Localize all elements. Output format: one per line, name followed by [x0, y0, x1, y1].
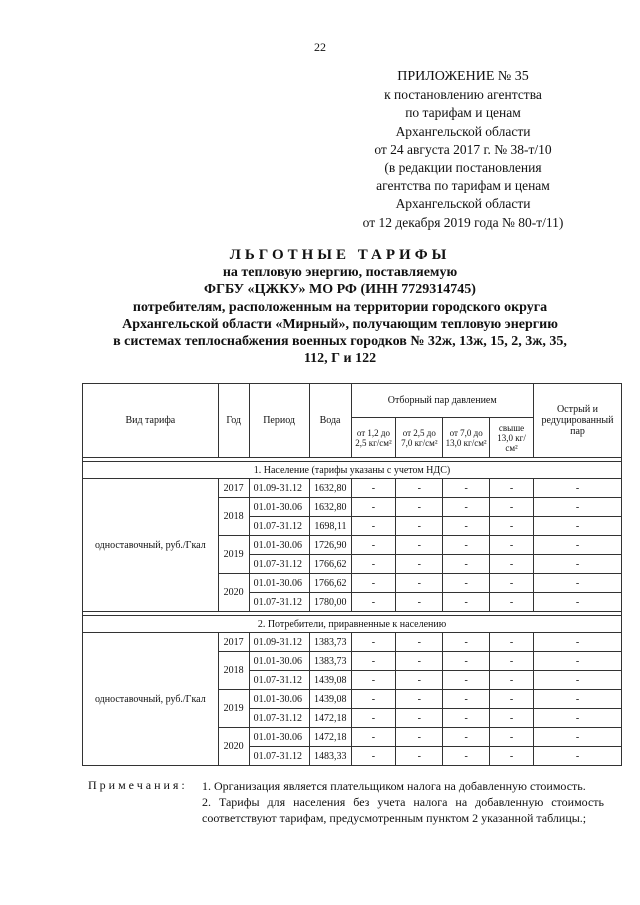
header-water: Вода — [309, 384, 351, 458]
note-item: 2. Тарифы для населения без учета налога на добавленную стоимость соответствуют тарифам, предусмотренным пунктом 2 указанной таблицы.; — [202, 795, 604, 825]
water-value-cell: 1383,73 — [309, 633, 351, 652]
period-cell: 01.01-30.06 — [249, 728, 309, 747]
dash-cell: - — [534, 517, 622, 536]
year-cell: 2017 — [218, 633, 249, 652]
period-cell: 01.01-30.06 — [249, 498, 309, 517]
dash-cell: - — [534, 709, 622, 728]
period-cell: 01.07-31.12 — [249, 671, 309, 690]
water-value-cell: 1472,18 — [309, 728, 351, 747]
dash-cell: - — [443, 593, 490, 612]
dash-cell: - — [396, 690, 443, 709]
dash-cell: - — [534, 479, 622, 498]
dash-cell: - — [351, 709, 396, 728]
period-cell: 01.01-30.06 — [249, 652, 309, 671]
dash-cell: - — [490, 652, 534, 671]
header-pressure-3: от 7,0 до 13,0 кг/см² — [443, 418, 490, 458]
water-value-cell: 1439,08 — [309, 671, 351, 690]
dash-cell: - — [443, 574, 490, 593]
appendix-line: Архангельской области — [395, 196, 531, 212]
period-cell: 01.01-30.06 — [249, 690, 309, 709]
water-value-cell: 1472,18 — [309, 709, 351, 728]
period-cell: 01.07-31.12 — [249, 593, 309, 612]
water-value-cell: 1726,90 — [309, 536, 351, 555]
dash-cell: - — [351, 555, 396, 574]
period-cell: 01.07-31.12 — [249, 747, 309, 766]
dash-cell: - — [534, 536, 622, 555]
dash-cell: - — [443, 536, 490, 555]
section-row — [83, 616, 622, 633]
dash-cell: - — [396, 536, 443, 555]
dash-cell: - — [396, 728, 443, 747]
header-period: Период — [249, 384, 309, 458]
dash-cell: - — [351, 498, 396, 517]
document-heading — [60, 246, 620, 368]
dash-cell: - — [351, 747, 396, 766]
dash-cell: - — [534, 652, 622, 671]
dash-cell: - — [396, 555, 443, 574]
dash-cell: - — [490, 498, 534, 517]
dash-cell: - — [396, 747, 443, 766]
period-cell: 01.01-30.06 — [249, 574, 309, 593]
dash-cell: - — [351, 536, 396, 555]
appendix-line: от 12 декабря 2019 года № 80-т/11) — [362, 214, 564, 230]
period-cell: 01.01-30.06 — [249, 536, 309, 555]
heading-line: на тепловую энергию, поставляемую — [222, 265, 458, 280]
year-cell: 2020 — [218, 728, 249, 766]
note-item: 1. Организация является плательщиком налога на добавленную стоимость. — [202, 779, 586, 793]
dash-cell: - — [443, 498, 490, 517]
section-title: 1. Население (тарифы указаны с учетом НДС) — [83, 462, 622, 479]
heading-line: 112, Г и 122 — [303, 351, 377, 367]
header-year: Год — [218, 384, 249, 458]
period-cell: 01.09-31.12 — [249, 633, 309, 652]
section-title: 2. Потребители, приравненные к населению — [83, 616, 622, 633]
appendix-line: по тарифам и ценам — [405, 105, 521, 121]
dash-cell: - — [351, 690, 396, 709]
year-cell: 2019 — [218, 690, 249, 728]
dash-cell: - — [534, 671, 622, 690]
dash-cell: - — [490, 517, 534, 536]
water-value-cell: 1383,73 — [309, 652, 351, 671]
dash-cell: - — [490, 728, 534, 747]
dash-cell: - — [396, 709, 443, 728]
header-pressure-4: свыше 13,0 кг/см² — [490, 418, 534, 458]
dash-cell: - — [351, 652, 396, 671]
dash-cell: - — [490, 574, 534, 593]
dash-cell: - — [443, 690, 490, 709]
dash-cell: - — [443, 728, 490, 747]
year-cell: 2020 — [218, 574, 249, 612]
appendix-line: агентства по тарифам и ценам — [376, 178, 550, 194]
dash-cell: - — [443, 517, 490, 536]
dash-cell: - — [443, 633, 490, 652]
dash-cell: - — [490, 671, 534, 690]
table-row — [83, 633, 622, 652]
header-pressure-1: от 1,2 до 2,5 кг/см² — [351, 418, 396, 458]
water-value-cell: 1766,62 — [309, 555, 351, 574]
tariff-type-cell: одноставочный, руб./Гкал — [83, 479, 219, 612]
dash-cell: - — [534, 728, 622, 747]
dash-cell: - — [443, 555, 490, 574]
dash-cell: - — [443, 671, 490, 690]
dash-cell: - — [396, 574, 443, 593]
dash-cell: - — [490, 593, 534, 612]
dash-cell: - — [396, 652, 443, 671]
table-body — [83, 458, 622, 766]
dash-cell: - — [443, 747, 490, 766]
table-row — [83, 479, 622, 498]
water-value-cell: 1483,33 — [309, 747, 351, 766]
dash-cell: - — [534, 747, 622, 766]
dash-cell: - — [351, 574, 396, 593]
dash-cell: - — [351, 517, 396, 536]
period-cell: 01.07-31.12 — [249, 709, 309, 728]
dash-cell: - — [534, 555, 622, 574]
appendix-line: к постановлению агентства — [384, 87, 542, 103]
dash-cell: - — [490, 479, 534, 498]
dash-cell: - — [443, 709, 490, 728]
year-cell: 2017 — [218, 479, 249, 498]
appendix-line: (в редакции постановления — [384, 160, 542, 176]
dash-cell: - — [490, 536, 534, 555]
heading-line: ФГБУ «ЦЖКУ» МО РФ (ИНН 7729314745) — [204, 282, 476, 298]
tariff-type-cell: одноставочный, руб./Гкал — [83, 633, 219, 766]
appendix-line: от 24 августа 2017 г. № 38-т/10 — [374, 141, 552, 157]
document-title: ЛЬГОТНЫЕ ТАРИФЫ — [229, 247, 451, 263]
water-value-cell: 1632,80 — [309, 479, 351, 498]
header-sharp-steam: Острый и редуцированный пар — [534, 384, 622, 458]
dash-cell: - — [396, 517, 443, 536]
heading-line: Архангельской области «Мирный», получающим тепловую энергию — [122, 316, 558, 332]
dash-cell: - — [534, 633, 622, 652]
period-cell: 01.07-31.12 — [249, 555, 309, 574]
tariff-table — [82, 383, 622, 766]
section-row — [83, 462, 622, 479]
appendix-line: Архангельской области — [395, 123, 531, 139]
dash-cell: - — [490, 709, 534, 728]
dash-cell: - — [351, 479, 396, 498]
period-cell: 01.07-31.12 — [249, 517, 309, 536]
water-value-cell: 1698,11 — [309, 517, 351, 536]
dash-cell: - — [351, 593, 396, 612]
header-tariff-type: Вид тарифа — [83, 384, 219, 458]
year-cell: 2019 — [218, 536, 249, 574]
year-cell: 2018 — [218, 652, 249, 690]
dash-cell: - — [534, 593, 622, 612]
water-value-cell: 1780,00 — [309, 593, 351, 612]
appendix-block — [338, 68, 588, 232]
dash-cell: - — [490, 690, 534, 709]
dash-cell: - — [396, 498, 443, 517]
period-cell: 01.09-31.12 — [249, 479, 309, 498]
notes-label: Примечания: — [88, 778, 188, 792]
dash-cell: - — [396, 479, 443, 498]
header-pressure-2: от 2,5 до 7,0 кг/см² — [396, 418, 443, 458]
dash-cell: - — [490, 555, 534, 574]
water-value-cell: 1766,62 — [309, 574, 351, 593]
dash-cell: - — [396, 633, 443, 652]
header-steam: Отборный пар давлением — [351, 384, 533, 418]
dash-cell: - — [534, 498, 622, 517]
page-number: 22 — [314, 40, 326, 54]
dash-cell: - — [351, 633, 396, 652]
dash-cell: - — [351, 728, 396, 747]
heading-line: в системах теплоснабжения военных городков № 32ж, 13ж, 15, 2, 3ж, 35, — [113, 334, 567, 350]
dash-cell: - — [396, 671, 443, 690]
dash-cell: - — [534, 574, 622, 593]
dash-cell: - — [534, 690, 622, 709]
dash-cell: - — [490, 747, 534, 766]
dash-cell: - — [490, 633, 534, 652]
water-value-cell: 1632,80 — [309, 498, 351, 517]
appendix-line: ПРИЛОЖЕНИЕ № 35 — [397, 69, 529, 84]
notes — [202, 778, 604, 826]
heading-line: потребителям, расположенным на территории городского округа — [132, 299, 548, 315]
dash-cell: - — [351, 671, 396, 690]
dash-cell: - — [443, 479, 490, 498]
dash-cell: - — [396, 593, 443, 612]
year-cell: 2018 — [218, 498, 249, 536]
water-value-cell: 1439,08 — [309, 690, 351, 709]
dash-cell: - — [443, 652, 490, 671]
